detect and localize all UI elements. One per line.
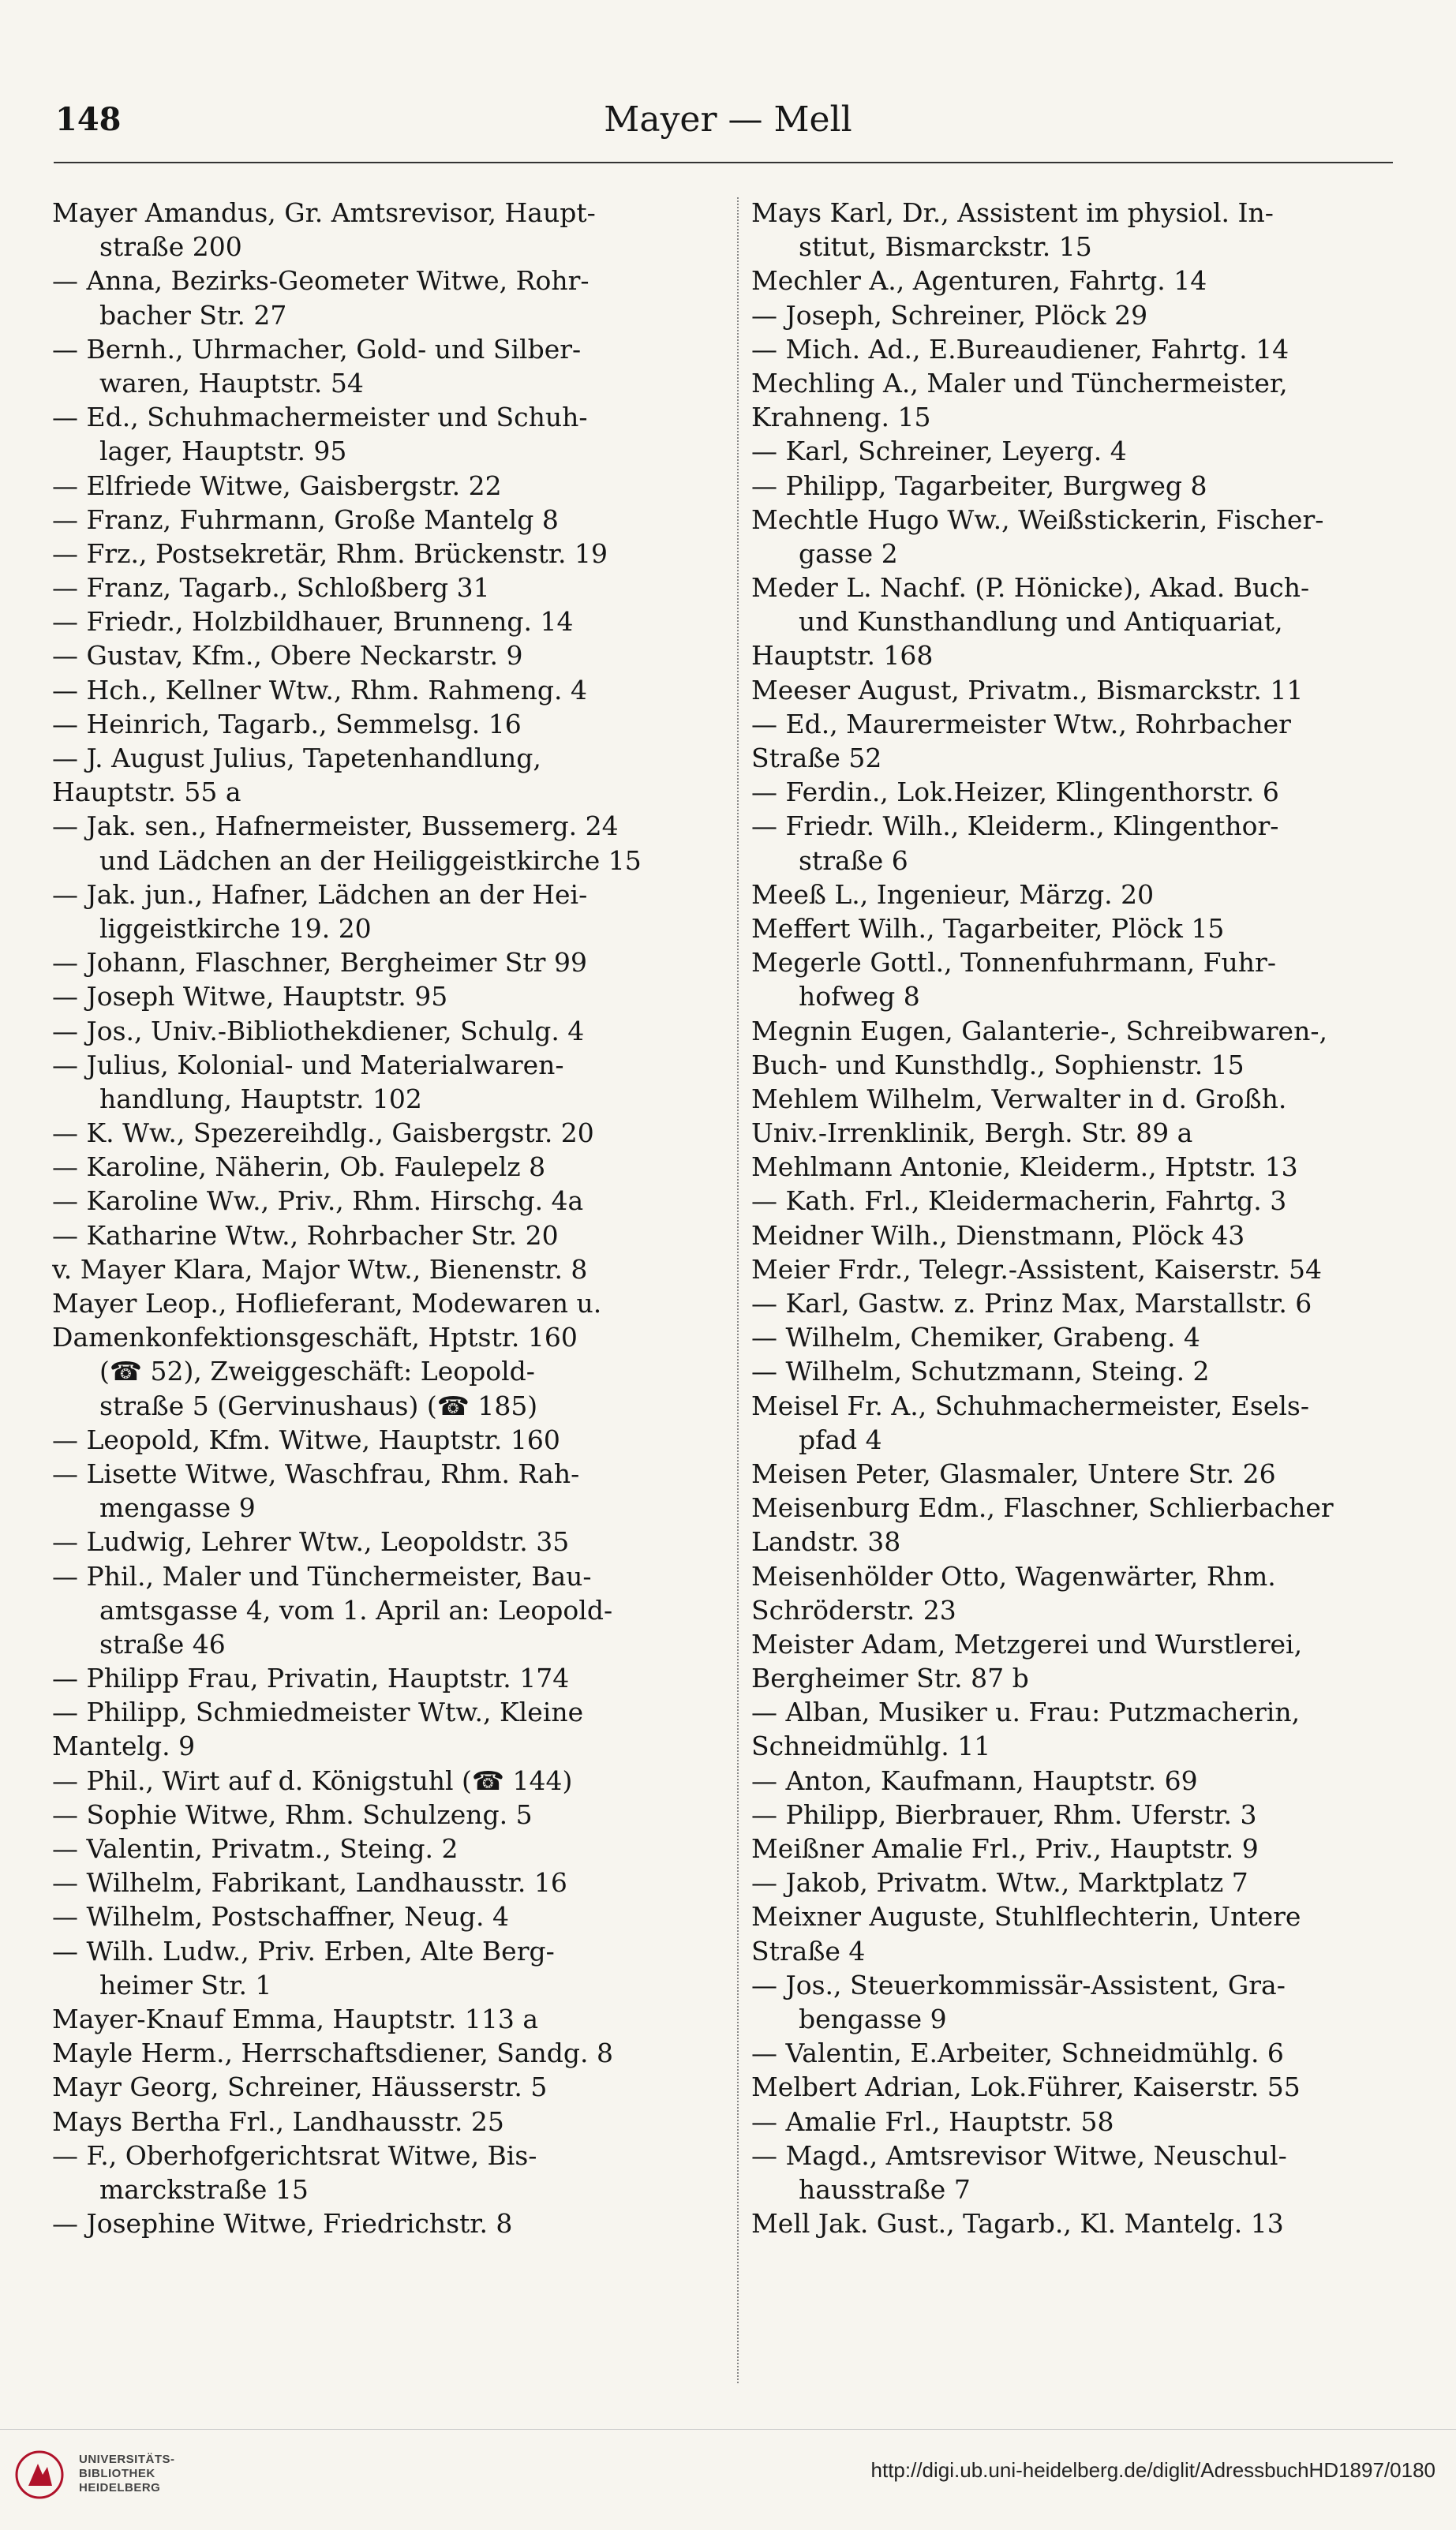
directory-entry: — Jos., Steuerkommissär-Assistent, Gra- bbox=[751, 1969, 1286, 2000]
page-number: 148 bbox=[55, 101, 122, 138]
directory-entry: — Bernh., Uhrmacher, Gold- und Silber- bbox=[52, 333, 582, 365]
directory-entry: — Friedr., Holzbildhauer, Brunneng. 14 bbox=[52, 606, 574, 638]
directory-entry: — Frz., Postsekretär, Rhm. Brückenstr. 19 bbox=[52, 537, 608, 569]
entry-continuation-line: hofweg 8 bbox=[799, 981, 920, 1012]
directory-entry: — Jak. sen., Hafnermeister, Bussemerg. 24 bbox=[52, 810, 619, 842]
directory-entry: — Jakob, Privatm. Wtw., Marktplatz 7 bbox=[751, 1867, 1248, 1899]
directory-entry: Mayle Herm., Herrschaftsdiener, Sandg. 8 bbox=[52, 2038, 614, 2069]
directory-entry: Univ.-Irrenklinik, Bergh. Str. 89 a bbox=[751, 1117, 1193, 1149]
directory-entry: — Hch., Kellner Wtw., Rhm. Rahmeng. 4 bbox=[52, 674, 587, 705]
directory-entry: Megerle Gottl., Tonnenfuhrmann, Fuhr- bbox=[751, 947, 1276, 979]
directory-entry: — Johann, Flaschner, Bergheimer Str 99 bbox=[52, 947, 587, 979]
directory-entry: Meier Frdr., Telegr.-Assistent, Kaiserstr. 54 bbox=[751, 1253, 1322, 1285]
directory-entry: Meisenburg Edm., Flaschner, Schlierbacher bbox=[751, 1492, 1334, 1524]
directory-entry: — Ed., Maurermeister Wtw., Rohrbacher bbox=[751, 708, 1291, 739]
entry-continuation-line: hausstraße 7 bbox=[799, 2173, 971, 2205]
entry-continuation-line: bacher Str. 27 bbox=[99, 299, 287, 331]
directory-entry: — Kath. Frl., Kleidermacherin, Fahrtg. 3 bbox=[751, 1185, 1287, 1217]
directory-entry: — Joseph Witwe, Hauptstr. 95 bbox=[52, 981, 448, 1012]
directory-entry: Meisen Peter, Glasmaler, Untere Str. 26 bbox=[751, 1458, 1276, 1489]
directory-entry: Mehlem Wilhelm, Verwalter in d. Großh. bbox=[751, 1083, 1287, 1114]
running-head: Mayer — Mell bbox=[604, 99, 852, 140]
directory-entry: Mayer-Knauf Emma, Hauptstr. 113 a bbox=[52, 2003, 538, 2034]
right-column bbox=[751, 196, 1426, 2240]
directory-entry: Meixner Auguste, Stuhlflechterin, Untere bbox=[751, 1901, 1301, 1933]
directory-entry: — Phil., Maler und Tünchermeister, Bau- bbox=[52, 1560, 592, 1592]
directory-entry: — Elfriede Witwe, Gaisbergstr. 22 bbox=[52, 470, 502, 501]
entry-continuation-line: bengasse 9 bbox=[799, 2003, 947, 2034]
directory-entry: — Wilhelm, Chemiker, Grabeng. 4 bbox=[751, 1322, 1200, 1353]
directory-entry: — Magd., Amtsrevisor Witwe, Neuschul- bbox=[751, 2139, 1287, 2171]
footer-rule bbox=[0, 2429, 1456, 2430]
directory-entry: — Josephine Witwe, Friedrichstr. 8 bbox=[52, 2208, 513, 2240]
entry-continuation-line: straße 46 bbox=[99, 1628, 226, 1660]
directory-entry: Meister Adam, Metzgerei und Wurstlerei, bbox=[751, 1628, 1303, 1660]
entry-continuation-line: straße 6 bbox=[799, 844, 908, 876]
entry-continuation-line: lager, Hauptstr. 95 bbox=[99, 436, 347, 467]
library-name-line: HEIDELBERG bbox=[79, 2481, 161, 2494]
directory-entry: — Wilhelm, Schutzmann, Steing. 2 bbox=[751, 1356, 1210, 1387]
directory-entry: — Ferdin., Lok.Heizer, Klingenthorstr. 6 bbox=[751, 777, 1279, 808]
directory-entry: Meder L. Nachf. (P. Hönicke), Akad. Buch- bbox=[751, 572, 1310, 604]
directory-entry: Damenkonfektionsgeschäft, Hptstr. 160 bbox=[52, 1322, 578, 1353]
directory-entry: Straße 4 bbox=[751, 1935, 866, 1967]
directory-entry: — Lisette Witwe, Waschfrau, Rhm. Rah- bbox=[52, 1458, 580, 1489]
source-url-link[interactable]: http://digi.ub.uni-heidelberg.de/diglit/AdressbuchHD1897/0180 bbox=[870, 2458, 1435, 2482]
directory-entry: — Julius, Kolonial- und Materialwaren- bbox=[52, 1049, 564, 1080]
directory-entry: — Heinrich, Tagarb., Semmelsg. 16 bbox=[52, 708, 522, 739]
directory-entry: — Anna, Bezirks-Geometer Witwe, Rohr- bbox=[52, 265, 590, 297]
header-rule bbox=[54, 162, 1393, 163]
directory-entry: Mechler A., Agenturen, Fahrtg. 14 bbox=[751, 265, 1207, 297]
directory-entry: Krahneng. 15 bbox=[751, 402, 931, 433]
directory-entry: — Wilh. Ludw., Priv. Erben, Alte Berg- bbox=[52, 1935, 555, 1967]
directory-entry: — Karl, Schreiner, Leyerg. 4 bbox=[751, 436, 1127, 467]
directory-entry: — Wilhelm, Postschaffner, Neug. 4 bbox=[52, 1901, 509, 1933]
directory-entry: — Amalie Frl., Hauptstr. 58 bbox=[751, 2105, 1114, 2137]
directory-entry: Mantelg. 9 bbox=[52, 1731, 196, 1762]
directory-entry: — Philipp Frau, Privatin, Hauptstr. 174 bbox=[52, 1663, 570, 1694]
library-seal-icon bbox=[14, 2450, 65, 2500]
directory-entry: Meffert Wilh., Tagarbeiter, Plöck 15 bbox=[751, 912, 1225, 944]
directory-entry: Schröderstr. 23 bbox=[751, 1594, 956, 1626]
directory-entry: — Philipp, Bierbrauer, Rhm. Uferstr. 3 bbox=[751, 1798, 1257, 1830]
entry-continuation-line: waren, Hauptstr. 54 bbox=[99, 367, 364, 399]
directory-entry: Meisenhölder Otto, Wagenwärter, Rhm. bbox=[751, 1560, 1276, 1592]
entry-continuation-line: und Kunsthandlung und Antiquariat, bbox=[799, 606, 1283, 638]
directory-entry: — Franz, Fuhrmann, Große Mantelg 8 bbox=[52, 503, 559, 535]
entry-continuation-line: amtsgasse 4, vom 1. April an: Leopold- bbox=[99, 1594, 613, 1626]
entry-continuation-line: liggeistkirche 19. 20 bbox=[99, 912, 372, 944]
entry-continuation-line: straße 200 bbox=[99, 231, 242, 263]
directory-entry: — Jak. jun., Hafner, Lädchen an der Hei- bbox=[52, 878, 588, 910]
library-logo bbox=[11, 2446, 193, 2509]
directory-entry: — Friedr. Wilh., Kleiderm., Klingenthor- bbox=[751, 810, 1279, 842]
directory-entry: — Joseph, Schreiner, Plöck 29 bbox=[751, 299, 1148, 331]
directory-entry: — Jos., Univ.-Bibliothekdiener, Schulg. 4 bbox=[52, 1015, 585, 1046]
entry-continuation-line: handlung, Hauptstr. 102 bbox=[99, 1083, 422, 1114]
directory-entry: Mehlmann Antonie, Kleiderm., Hptstr. 13 bbox=[751, 1151, 1298, 1183]
directory-entry: Hauptstr. 168 bbox=[751, 640, 934, 672]
entry-continuation-line: stitut, Bismarckstr. 15 bbox=[799, 231, 1092, 263]
directory-entry: — Ludwig, Lehrer Wtw., Leopoldstr. 35 bbox=[52, 1526, 570, 1558]
directory-entry: Mell Jak. Gust., Tagarb., Kl. Mantelg. 13 bbox=[751, 2208, 1284, 2240]
directory-entry: Mays Bertha Frl., Landhausstr. 25 bbox=[52, 2105, 504, 2137]
directory-entry: — Ed., Schuhmachermeister und Schuh- bbox=[52, 402, 588, 433]
directory-entry: — F., Oberhofgerichtsrat Witwe, Bis- bbox=[52, 2139, 537, 2171]
entry-continuation-line: heimer Str. 1 bbox=[99, 1969, 272, 2000]
directory-entry: — Karoline, Näherin, Ob. Faulepelz 8 bbox=[52, 1151, 546, 1183]
directory-entry: Buch- und Kunsthdlg., Sophienstr. 15 bbox=[751, 1049, 1245, 1080]
directory-entry: Meisel Fr. A., Schuhmachermeister, Esels- bbox=[751, 1390, 1309, 1421]
entry-continuation-line: mengasse 9 bbox=[99, 1492, 256, 1524]
entry-continuation-line: (☎ 52), Zweiggeschäft: Leopold- bbox=[99, 1356, 535, 1387]
directory-entry: — Sophie Witwe, Rhm. Schulzeng. 5 bbox=[52, 1798, 533, 1830]
entry-continuation-line: marckstraße 15 bbox=[99, 2173, 309, 2205]
entry-continuation-line: gasse 2 bbox=[799, 537, 898, 569]
entry-continuation-line: straße 5 (Gervinushaus) (☎ 185) bbox=[99, 1390, 538, 1421]
directory-entry: Mayer Leop., Hoflieferant, Modewaren u. bbox=[52, 1288, 602, 1319]
directory-entry: Meidner Wilh., Dienstmann, Plöck 43 bbox=[751, 1219, 1245, 1251]
directory-entry: — Franz, Tagarb., Schloßberg 31 bbox=[52, 572, 490, 604]
directory-entry: — Anton, Kaufmann, Hauptstr. 69 bbox=[751, 1765, 1198, 1796]
directory-entry: — Leopold, Kfm. Witwe, Hauptstr. 160 bbox=[52, 1424, 560, 1455]
directory-entry: — Wilhelm, Fabrikant, Landhausstr. 16 bbox=[52, 1867, 567, 1899]
directory-entry: — Phil., Wirt auf d. Königstuhl (☎ 144) bbox=[52, 1765, 573, 1796]
directory-entry: Mechtle Hugo Ww., Weißstickerin, Fischer- bbox=[751, 503, 1324, 535]
directory-entry: Landstr. 38 bbox=[751, 1526, 901, 1558]
entry-continuation-line: und Lädchen an der Heiliggeistkirche 15 bbox=[99, 844, 642, 876]
directory-entry: Hauptstr. 55 a bbox=[52, 777, 241, 808]
directory-entry: Straße 52 bbox=[751, 743, 882, 773]
left-column bbox=[52, 196, 727, 2240]
directory-entry: Mayr Georg, Schreiner, Häusserstr. 5 bbox=[52, 2072, 548, 2103]
directory-entry: v. Mayer Klara, Major Wtw., Bienenstr. 8 bbox=[52, 1253, 588, 1285]
directory-entry: Meeser August, Privatm., Bismarckstr. 11 bbox=[751, 674, 1304, 705]
directory-entry: — Philipp, Tagarbeiter, Burgweg 8 bbox=[751, 470, 1207, 501]
directory-entry: Megnin Eugen, Galanterie-, Schreibwaren-, bbox=[751, 1015, 1327, 1046]
directory-entry: — Valentin, E.Arbeiter, Schneidmühlg. 6 bbox=[751, 2038, 1284, 2069]
directory-entry: — Philipp, Schmiedmeister Wtw., Kleine bbox=[52, 1697, 584, 1728]
directory-entry: — J. August Julius, Tapetenhandlung, bbox=[52, 743, 541, 773]
entry-continuation-line: pfad 4 bbox=[799, 1424, 882, 1455]
directory-entry: Schneidmühlg. 11 bbox=[751, 1731, 991, 1762]
directory-entry: Meeß L., Ingenieur, Märzg. 20 bbox=[751, 878, 1155, 910]
directory-entry: Melbert Adrian, Lok.Führer, Kaiserstr. 55 bbox=[751, 2072, 1301, 2103]
directory-entry: — Karoline Ww., Priv., Rhm. Hirschg. 4a bbox=[52, 1185, 584, 1217]
directory-entry: Mays Karl, Dr., Assistent im physiol. In- bbox=[751, 197, 1274, 228]
directory-entry: Meißner Amalie Frl., Priv., Hauptstr. 9 bbox=[751, 1833, 1259, 1864]
library-name-line: UNIVERSITÄTS- bbox=[79, 2453, 175, 2466]
directory-entry: — K. Ww., Spezereihdlg., Gaisbergstr. 20 bbox=[52, 1117, 594, 1149]
library-name bbox=[79, 2453, 175, 2495]
directory-entry: Mechling A., Maler und Tünchermeister, bbox=[751, 367, 1288, 399]
library-name-line: BIBLIOTHEK bbox=[79, 2467, 155, 2480]
directory-entry: Bergheimer Str. 87 b bbox=[751, 1663, 1029, 1694]
directory-entry: — Alban, Musiker u. Frau: Putzmacherin, bbox=[751, 1697, 1301, 1728]
directory-entry: — Katharine Wtw., Rohrbacher Str. 20 bbox=[52, 1219, 559, 1251]
column-divider bbox=[737, 197, 739, 2383]
directory-entry: — Gustav, Kfm., Obere Neckarstr. 9 bbox=[52, 640, 523, 672]
directory-entry: — Valentin, Privatm., Steing. 2 bbox=[52, 1833, 459, 1864]
directory-entry: Mayer Amandus, Gr. Amtsrevisor, Haupt- bbox=[52, 197, 596, 228]
directory-entry: — Karl, Gastw. z. Prinz Max, Marstallstr. 6 bbox=[751, 1288, 1312, 1319]
directory-entry: — Mich. Ad., E.Bureaudiener, Fahrtg. 14 bbox=[751, 333, 1289, 365]
